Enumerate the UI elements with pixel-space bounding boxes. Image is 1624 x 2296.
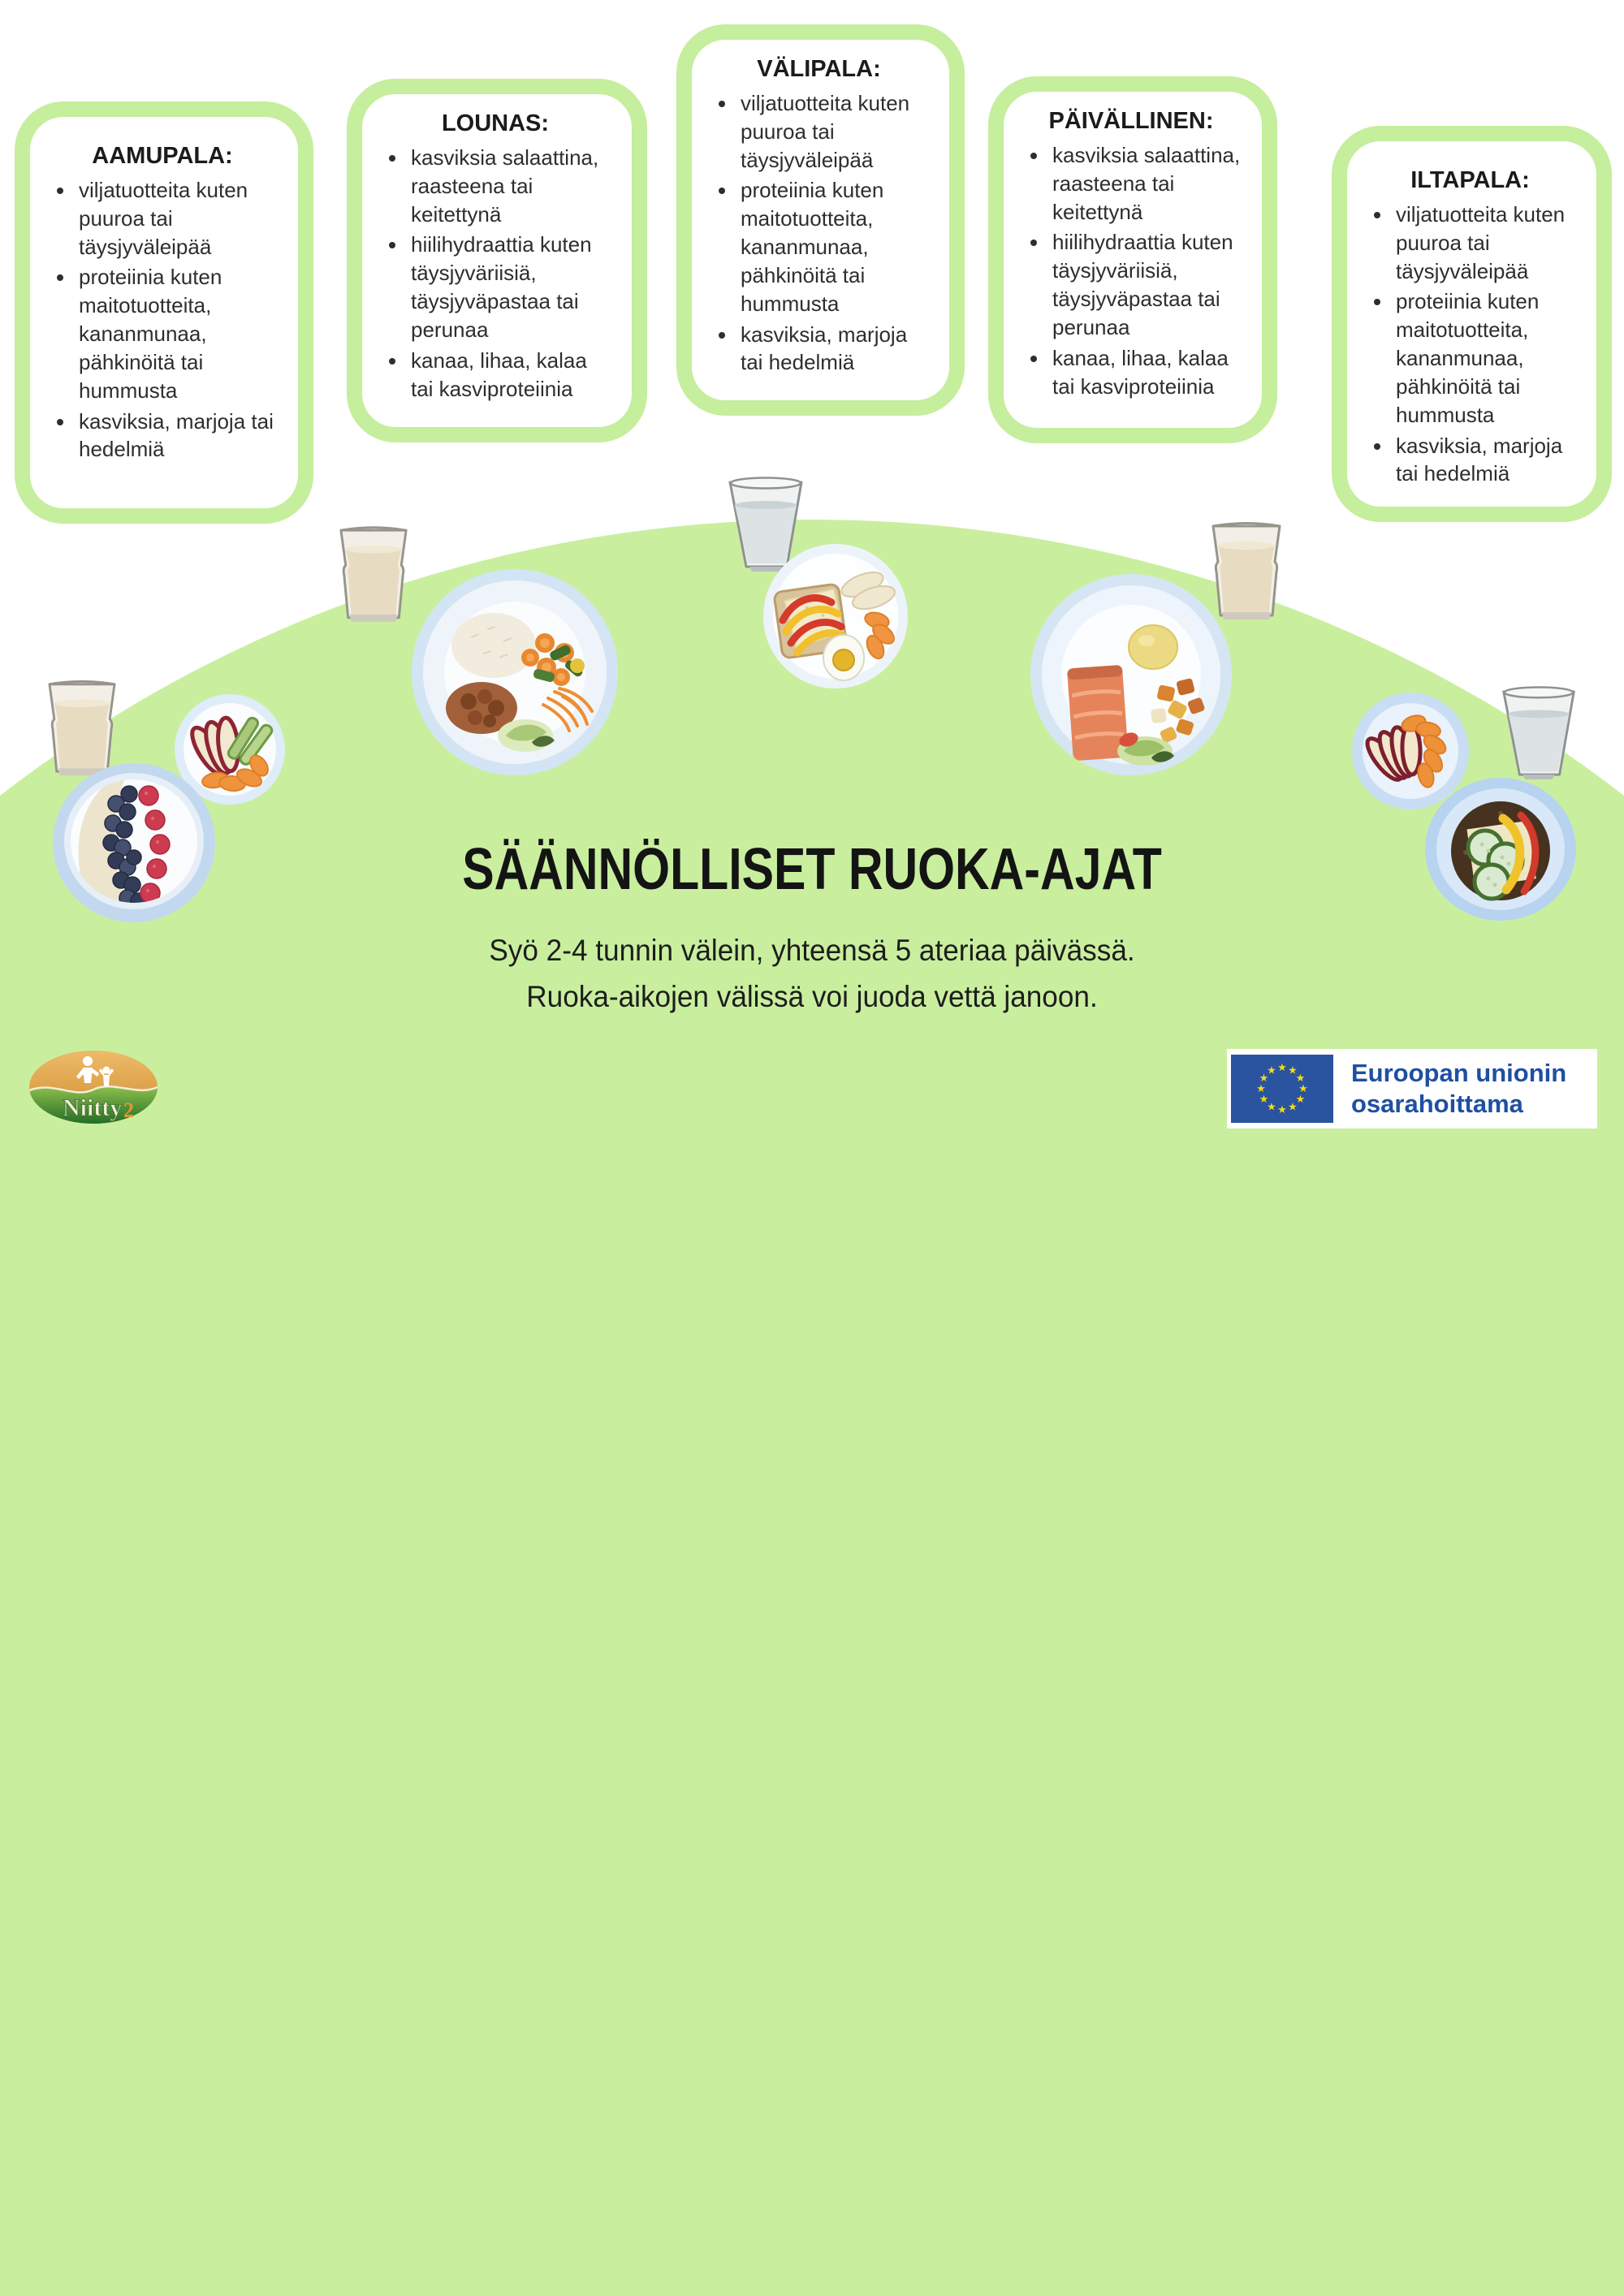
card-list-iltapala — [1362, 201, 1579, 488]
svg-text:★: ★ — [1277, 1061, 1287, 1073]
card-lounas — [347, 79, 647, 442]
card-valipala — [676, 24, 965, 416]
card-bullet: • proteiinia kuten maitotuotteita, kananmunaa, pähkinöitä tai hummusta — [76, 263, 280, 404]
potato — [1129, 625, 1177, 669]
card-paivallinen — [988, 76, 1277, 443]
card-bullet: • kanaa, lihaa, kalaa tai kasviproteiinia — [1049, 344, 1244, 401]
card-list-lounas — [377, 144, 614, 403]
eu-text-line-1: Euroopan unionin — [1351, 1059, 1567, 1088]
subtitle-line-1: Syö 2-4 tunnin välein, yhteensä 5 ateriaa päivässä. — [489, 934, 1135, 967]
card-bullet: • viljatuotteita kuten puuroa tai täysjyväleipää — [737, 89, 931, 174]
card-list-paivallinen — [1018, 141, 1244, 400]
card-iltapala — [1332, 126, 1612, 522]
poster-subtitle — [41, 927, 1583, 1021]
rice — [451, 613, 536, 678]
niitty2-logo — [28, 1049, 159, 1125]
svg-text:★: ★ — [1259, 1093, 1269, 1105]
boiled-egg-half — [823, 635, 864, 680]
card-title-valipala: VÄLIPALA: — [757, 56, 881, 82]
svg-text:★: ★ — [1288, 1100, 1298, 1113]
card-bullet: • kasviksia, marjoja tai hedelmiä — [76, 408, 280, 464]
card-aamupala — [15, 101, 313, 524]
eu-text-line-2: osarahoittama — [1351, 1090, 1523, 1118]
svg-text:★: ★ — [1295, 1072, 1306, 1084]
eu-text — [1351, 1058, 1566, 1120]
eu-flag-icon — [1231, 1055, 1333, 1123]
svg-text:★: ★ — [1295, 1093, 1306, 1105]
card-bullet: • kasviksia salaattina, raasteena tai keitettynä — [1049, 141, 1244, 226]
milk-glass-photo-lounas — [336, 521, 411, 625]
svg-text:★: ★ — [1298, 1082, 1308, 1094]
card-list-valipala — [706, 89, 931, 377]
card-title-lounas: LOUNAS: — [441, 110, 550, 136]
card-list-aamupala — [45, 176, 280, 464]
subtitle-line-2: Ruoka-aikojen välissä voi juoda vettä janoon. — [526, 980, 1098, 1014]
svg-text:★: ★ — [1256, 1082, 1266, 1094]
poster-title: SÄÄNNÖLLISET RUOKA-AJAT — [462, 837, 1162, 902]
card-bullet: • kanaa, lihaa, kalaa tai kasviproteiinia — [408, 347, 614, 404]
svg-text:★: ★ — [1277, 1103, 1287, 1116]
card-bullet: • hiilihydraattia kuten täysjyväriisiä, täysjyväpastaa tai perunaa — [1049, 228, 1244, 341]
water-glass-photo-iltapala — [1497, 685, 1580, 781]
dinner-plate-photo-paivallinen — [1030, 572, 1233, 777]
logo-number: 2 — [123, 1098, 134, 1122]
card-bullet: • hiilihydraattia kuten täysjyväriisiä, täysjyväpastaa tai perunaa — [408, 231, 614, 343]
milk-glass-photo-paivallinen — [1208, 518, 1285, 622]
card-bullet: • kasviksia, marjoja tai hedelmiä — [1393, 432, 1579, 489]
svg-text:★: ★ — [1259, 1072, 1269, 1084]
svg-text:★: ★ — [1267, 1064, 1276, 1077]
eu-cofunding-badge — [1227, 1049, 1597, 1129]
card-title-aamupala: AAMUPALA: — [92, 143, 233, 169]
card-bullet: • kasviksia, marjoja tai hedelmiä — [737, 321, 931, 378]
card-title-paivallinen: PÄIVÄLLINEN: — [1048, 108, 1214, 134]
card-bullet: • proteiinia kuten maitotuotteita, kananmunaa, pähkinöitä tai hummusta — [1393, 287, 1579, 429]
svg-text:★: ★ — [1267, 1100, 1276, 1113]
snack-plate-photo-valipala — [760, 542, 911, 690]
card-title-iltapala: ILTAPALA: — [1410, 167, 1530, 193]
card-bullet: • kasviksia salaattina, raasteena tai keitettynä — [408, 144, 614, 228]
logo-text: Niitty — [63, 1094, 123, 1121]
card-bullet: • proteiinia kuten maitotuotteita, kananmunaa, pähkinöitä tai hummusta — [737, 176, 931, 317]
svg-text:★: ★ — [1288, 1064, 1298, 1077]
card-bullet: • viljatuotteita kuten puuroa tai täysjyväleipää — [76, 176, 280, 261]
lunch-plate-photo-lounas — [410, 568, 620, 776]
card-bullet: • viljatuotteita kuten puuroa tai täysjyväleipää — [1393, 201, 1579, 285]
